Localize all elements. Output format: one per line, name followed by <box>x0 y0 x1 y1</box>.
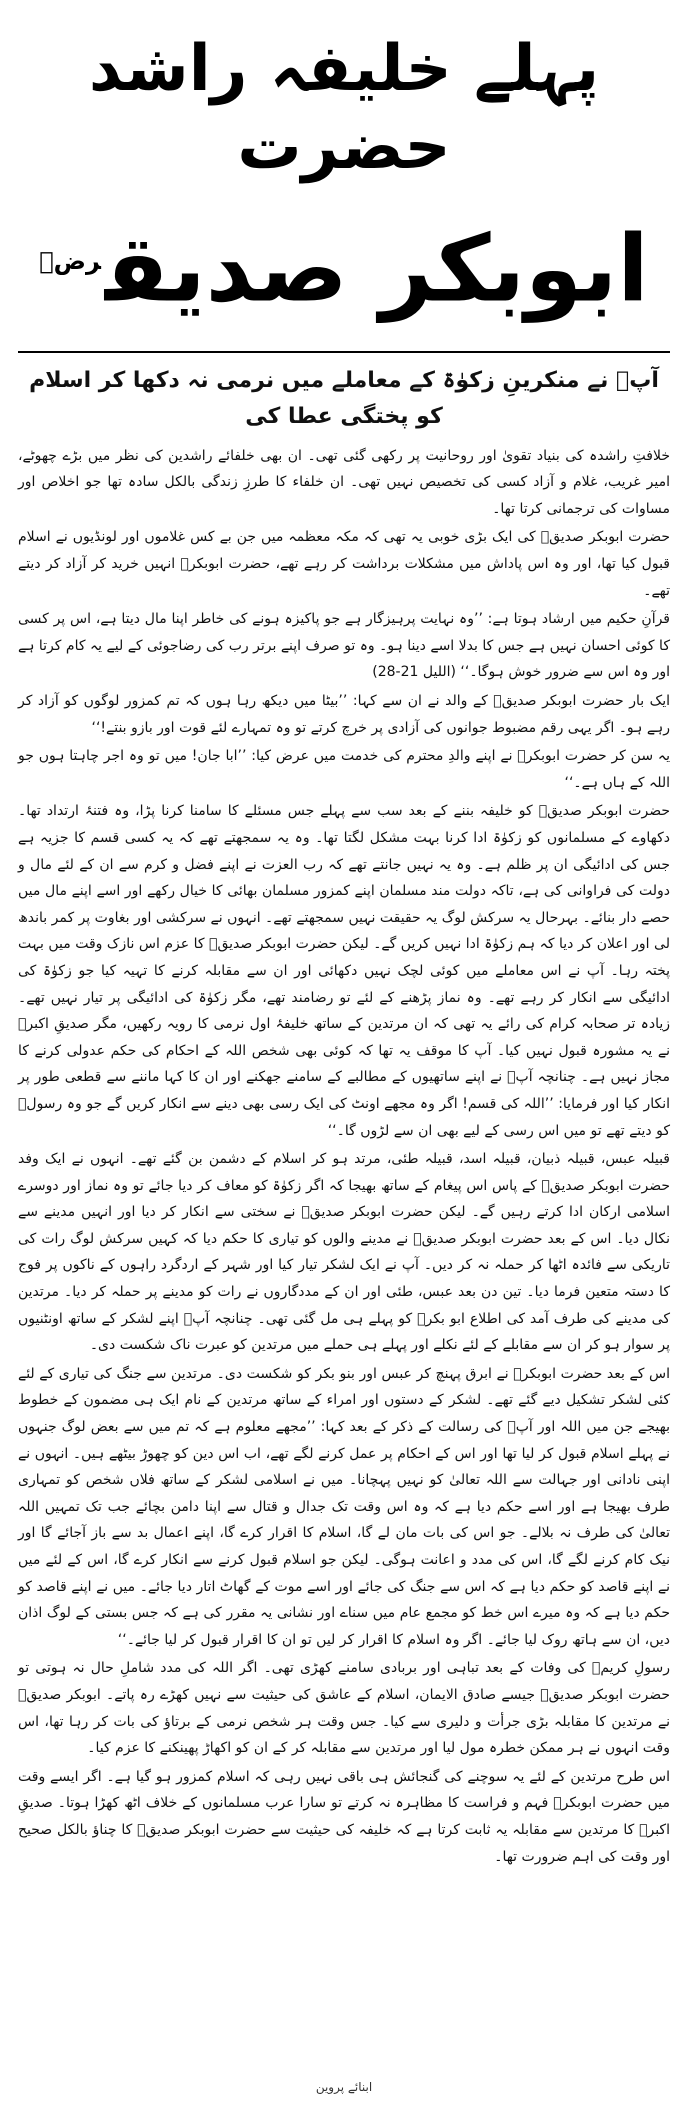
paragraph-4: ایک بار حضرت ابوبکر صدیقؓ کے والد نے ان سے کہا: ’’بیٹا میں دیکھ رہا ہوں کہ تم کمزور لوگوں کو آزاد کر رہے ہو۔ اگر یہی رقم مضبوط جوانوں کی آزادی پر خرچ کرتے تو وہ تمہارے لئے قوت اور بازو بنتے!‘‘ <box>18 693 670 736</box>
headline-name: ابوبکر صدیق <box>104 215 649 323</box>
headline <box>18 0 670 325</box>
subheadline: آپؓ نے منکرینِ زکوٰۃ کے معاملے میں نرمی نہ دکھا کر اسلام کو پختگی عطا کی <box>29 367 659 429</box>
paragraph-10: اس طرح مرتدین کے لئے یہ سوچنے کی گنجائش ہی باقی نہیں رہی کہ اسلام کمزور ہو گیا ہے۔ اگر ایسے وقت میں حضرت ابوبکرؓ فہم و فراست کا مظاہرہ نہ کرتے تو سارا عرب مسلمانوں کے خلاف اٹھ کھڑا ہوتا۔ صدیقِ اکبرؓ کا مرتدین سے مقابلہ یہ ثابت کرتا ہے کہ خلیفہ کی حیثیت سے حضرت ابوبکر صدیقؓ کا چناؤ بالکل صحیح اور وقت کی اہم ضرورت تھا۔ <box>18 1768 670 1865</box>
paragraph-1: خلافتِ راشدہ کی بنیاد تقویٰ اور روحانیت پر رکھی گئی تھی۔ ان بھی خلفائے راشدین کی نظر میں بڑے چھوٹے، امیر غریب، غلام و آزاد کسی کی تخصیص نہیں تھی۔ ان خلفاء کا طرزِ زندگی بالکل سادہ تھا جو اخلاص اور مساوات کی ترجمانی کرتا تھا۔ <box>18 447 670 517</box>
honorific-mark: رضؓ <box>39 247 101 275</box>
headline-rule <box>18 351 670 353</box>
paragraph-3: قرآنِ حکیم میں ارشاد ہوتا ہے: ’’وہ نہایت پرہیزگار ہے جو پاکیزہ ہونے کی خاطر اپنا مال دیتا ہے، اس پر کسی کا کوئی احسان نہیں ہے جس کا بدلا اسے دینا ہو۔ وہ تو صرف اپنے برتر رب کی رضاجوئی کے لیے یہ کام کرتا ہے اور وہ اس سے ضرور خوش ہوگا۔‘‘ (اللیل 21-28) <box>18 611 670 681</box>
author-credit: ابنائے پروین <box>315 2080 373 2094</box>
article-body <box>18 443 670 1870</box>
paragraph-2: حضرت ابوبکر صدیقؓ کی ایک بڑی خوبی یہ تھی کہ مکہ معظمہ میں جن بے کس غلاموں اور لونڈیوں نے اسلام قبول کیا تھا، اور وہ اس پاداش میں مشکلات برداشت کر رہے تھے، حضرت ابوبکرؓ انہیں خرید کر آزاد کر دیتے تھے۔ <box>18 529 670 599</box>
paragraph-7: قبیلہ عبس، قبیلہ ذبیان، قبیلہ اسد، قبیلہ طئی، مرتد ہو کر اسلام کے دشمن بن گئے تھے۔ انہوں نے ایک وفد حضرت ابوبکر صدیقؓ کے پاس اس پیغام کے ساتھ بھیجا کہ اگر زکوٰۃ کو معاف کر دیا جائے تو وہ نماز اور دوسرے اسلامی ارکان ادا کرتے رہیں گے۔ لیکن حضرت ابوبکر صدیقؓ نے سختی سے انکار کر دیا اور انہیں مدینے سے نکال دیا۔ اس کے بعد حضرت ابوبکر صدیقؓ نے مدینے والوں کو تیاری کا حکم دیا کہ کہیں سرکش لوگ رات کی تاریکی سے فائدہ اٹھا کر حملہ نہ کر دیں۔ آپ نے ایک لشکر تیار کیا اور شہر کے اردگرد راہوں کے ناکوں پر فوج کا دستہ متعین فرما دیا۔ تین دن بعد عبس، طئی اور ان کے مددگاروں نے رات کو مدینے پر حملہ کر دیا۔ مرتدین کی مدینے کی طرف آمد کی اطلاع ابو بکرؓ کو پہلے ہی مل گئی تھی۔ چنانچہ آپؓ اپنے لشکر کے ساتھ اونٹنیوں پر سوار ہو کر ان سے مقابلے کے لئے نکلے اور پہلے ہی حملے میں مرتدین کو عبرت ناک شکست دی۔ <box>18 1151 670 1354</box>
paragraph-9: رسولِ کریمؐ کی وفات کے بعد تباہی اور بربادی سامنے کھڑی تھی۔ اگر اللہ کی مدد شاملِ حال نہ ہوتی تو حضرت ابوبکر صدیقؓ جیسے صادق الایمان، اسلام کے عاشق کی حیثیت سے نہیں کھڑے رہ پاتے۔ ابوبکر صدیقؓ نے مرتدین کا مقابلہ بڑی جرأت و دلیری سے کیا۔ جس وقت ہر شخص نرمی کے برتاؤ کی بات کر رہا تھا، اس وقت انہوں نے ہر ممکن خطرہ مول لیا اور مرتدین سے مقابلہ کر کے ان کو اکھاڑ پھینکنے کا عزم کیا۔ <box>18 1660 670 1757</box>
headline-line-2 <box>18 206 670 325</box>
paragraph-6: حضرت ابوبکر صدیقؓ کو خلیفہ بننے کے بعد سب سے پہلے جس مسئلے کا سامنا کرنا پڑا، وہ فتنۂ ارتداد تھا۔ دکھاوے کے مسلمانوں کو زکوٰۃ ادا کرنا بہت مشکل لگتا تھا۔ وہ یہ سمجھتے تھے کہ یہ کسی قسم کا جزیہ ہے جس کی ادائیگی ان پر ظلم ہے۔ وہ یہ نہیں جانتے تھے کہ رب العزت نے اپنے فضل و کرم سے ان کے لئے مال و دولت کی فراوانی کی ہے، تاکہ دولت مند مسلمان اپنے کمزور مسلمان بھائی کا خیال رکھے اور اسے اپنے مال میں حصے دار بنائے۔ بہرحال یہ سرکش لوگ یہ حقیقت نہیں سمجھتے تھے۔ انہوں نے سرکشی اور بغاوت پر کمر باندھ لی اور اعلان کر دیا کہ ہم زکوٰۃ ادا نہیں کریں گے۔ لیکن حضرت ابوبکر صدیقؓ کا عزم اس نازک وقت میں بہت پختہ رہا۔ آپ نے اس معاملے میں کوئی لچک نہیں دکھائی اور ان سے مقابلہ کرنے کا تہیہ کیا جو زکوٰۃ کی ادائیگی سے انکار کر رہے تھے۔ وہ نماز پڑھنے کے لئے تو رضامند تھے، مگر زکوٰۃ کی ادائیگی پر تیار نہیں تھے۔ زیادہ تر صحابہ کرام کی رائے یہ تھی کہ ان مرتدین کے ساتھ خلیفۂ اول نرمی کا رویہ رکھیں، مگر صدیقِ اکبرؓ نے یہ مشورہ قبول نہیں کیا۔ آپ کا موقف یہ تھا کہ کوئی بھی شخص اللہ کے احکام کی حکم عدولی کرنے کا مجاز نہیں ہے۔ چنانچہ آپؓ نے اپنے ساتھیوں کے مطالبے کے سامنے جھکنے اور ان کا کہا ماننے سے قطعی طور پر انکار کیا اور فرمایا: ’’اللہ کی قسم! اگر وہ مجھے اونٹ کی ایک رسی بھی دینے سے انکار کریں گے جو وہ رسولؐ کو دیتے تھے تو میں اس رسی کے لیے بھی ان سے لڑوں گا۔‘‘ <box>18 803 670 1139</box>
paragraph-5: یہ سن کر حضرت ابوبکرؓ نے اپنے والدِ محترم کی خدمت میں عرض کیا: ’’ابا جان! میں تو وہ اجر چاہتا ہوں جو اللہ کے ہاں ہے۔‘‘ <box>18 748 670 791</box>
paragraph-8: اس کے بعد حضرت ابوبکرؓ نے ابرق پہنچ کر عبس اور بنو بکر کو شکست دی۔ مرتدین سے جنگ کی تیاری کے لئے کئی لشکر تشکیل دیے گئے تھے۔ لشکر کے دستوں اور امراء کے ساتھ مرتدین کے نام ایک ہی مضمون کے خطوط بھیجے جن میں اللہ اور آپؐ کی رسالت کے ذکر کے بعد کہا: ’’مجھے معلوم ہے کہ تم میں سے بعض لوگ جنہوں نے پہلے اسلام قبول کر لیا تھا اور اس کے احکام پر عمل کرنے لگے تھے، اب اس دین کو چھوڑ بیٹھے ہیں۔ انہوں نے اپنی نادانی اور جہالت سے اللہ تعالیٰ کو نہیں پہچانا۔ میں نے اسلامی لشکر کے ساتھ فلاں شخص کو تمہاری طرف بھیجا ہے اور اسے حکم دیا ہے کہ وہ اس وقت تک جدال و قتال سے اپنا دامن بچائے جب تک تمہیں اللہ تعالیٰ کی طرف نہ بلالے۔ جو اس کی بات مان لے گا، اسلام کا اقرار کرے گا، اپنے اعمال بد سے باز آجائے گا اور نیک کام کرنے لگے گا، اس کی مدد و اعانت ہوگی۔ لیکن جو اسلام قبول کرنے سے انکار کرے گا، اس کے لئے میں نے اپنے قاصد کو حکم دیا ہے کہ اس سے جنگ کی جائے اور اسے موت کے گھاٹ اتار دیا جائے۔ میں نے اپنے قاصد کو حکم دیا ہے کہ وہ میرے اس خط کو مجمع عام میں سناے اور نشانی یہ مقرر کی ہے کہ جس بستی کے لوگ اذان دیں، ان سے ہاتھ روک لیا جائے۔ اگر وہ اسلام کا اقرار کر لیں تو ان کا اقرار قبول کر لیا جائے۔‘‘ <box>18 1365 670 1648</box>
headline-line-1: پہلے خلیفہ راشد حضرت <box>88 32 600 184</box>
